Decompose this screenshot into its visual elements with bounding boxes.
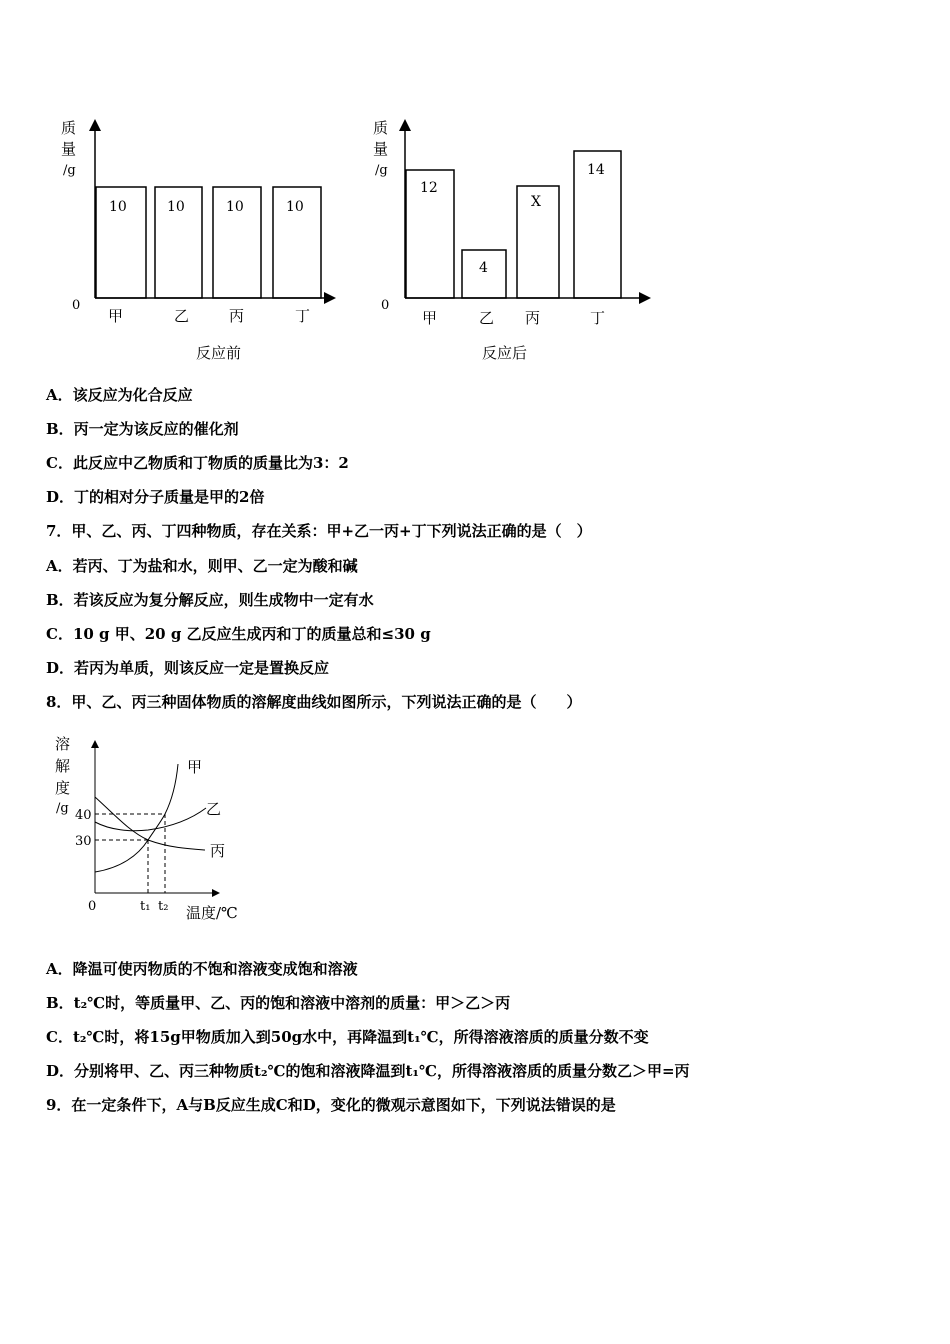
q8-stem: 8．甲、乙、丙三种固体物质的溶解度曲线如图所示，下列说法正确的是（ ）: [46, 693, 582, 711]
q7-stem: 7．甲、乙、丙、丁四种物质，存在关系：甲+乙一丙+丁下列说法正确的是（ ）: [46, 522, 592, 540]
y-label: /g: [375, 163, 388, 178]
curve-yi: [95, 808, 206, 831]
y-label: 质: [61, 119, 77, 137]
y-label: 溶: [55, 735, 71, 753]
q7-option-d: D．若丙为单质，则该反应一定是置换反应: [46, 659, 330, 677]
y-label: 度: [55, 779, 71, 797]
origin-label: 0: [381, 298, 390, 313]
q6-option-c: C．此反应中乙物质和丁物质的质量比为3：2: [46, 454, 349, 472]
bar-chart-after: [405, 122, 648, 298]
bar-label: 10: [109, 199, 127, 215]
bar-label: 10: [226, 199, 244, 215]
curve-label: 甲: [187, 758, 203, 776]
bar-label: 4: [479, 260, 488, 276]
q8-option-b: B．t₂℃时，等质量甲、乙、丙的饱和溶液中溶剂的质量：甲＞乙＞丙: [46, 994, 511, 1012]
q7-option-b: B．若该反应为复分解反应，则生成物中一定有水: [46, 591, 374, 609]
category-label: 丙: [229, 307, 245, 325]
bar-label: 12: [420, 180, 438, 196]
y-label: /g: [56, 801, 69, 816]
chart-title: 反应后: [482, 344, 528, 362]
y-tick: 40: [75, 808, 92, 823]
q8-option-c: C．t₂℃时，将15g甲物质加入到50g水中，再降温到t₁℃，所得溶液溶质的质量分数不变: [46, 1028, 649, 1046]
q8-option-d: D．分别将甲、乙、丙三种物质t₂℃的饱和溶液降温到t₁℃，所得溶液溶质的质量分数乙＞甲=丙: [46, 1062, 690, 1080]
category-label: 甲: [422, 309, 438, 327]
curve-label: 乙: [206, 800, 222, 818]
category-label: 乙: [479, 309, 495, 327]
category-label: 甲: [108, 307, 124, 325]
q7-option-a: A．若丙、丁为盐和水，则甲、乙一定为酸和碱: [46, 557, 358, 575]
bar-label: 10: [167, 199, 185, 215]
x-label: 温度/℃: [186, 904, 238, 922]
category-label: 丁: [590, 309, 606, 327]
chart-title: 反应前: [196, 344, 242, 362]
y-label: /g: [63, 163, 76, 178]
curve-bing: [95, 797, 205, 850]
q7-option-c: C．10 g 甲、20 g 乙反应生成丙和丁的质量总和≤30 g: [46, 625, 431, 643]
bar-label: X: [531, 194, 541, 210]
y-label: 解: [55, 757, 71, 775]
bar-label: 14: [587, 162, 605, 178]
q8-option-a: A．降温可使丙物质的不饱和溶液变成饱和溶液: [46, 960, 358, 978]
y-label: 量: [373, 140, 389, 158]
y-label: 质: [373, 119, 389, 137]
y-tick: 30: [75, 834, 92, 849]
bar-label: 10: [286, 199, 304, 215]
q6-option-d: D．丁的相对分子质量是甲的2倍: [46, 488, 265, 506]
curve-jia: [95, 764, 178, 872]
category-label: 丁: [295, 307, 311, 325]
category-label: 乙: [174, 307, 190, 325]
category-label: 丙: [525, 309, 541, 327]
origin-label: 0: [72, 298, 81, 313]
q9-stem: 9．在一定条件下，A与B反应生成C和D，变化的微观示意图如下，下列说法错误的是: [46, 1096, 616, 1114]
q6-option-a: A．该反应为化合反应: [46, 386, 193, 404]
origin-label: 0: [88, 899, 97, 914]
x-tick: t₁: [140, 899, 151, 914]
q6-option-b: B．丙一定为该反应的催化剂: [46, 420, 239, 438]
y-label: 量: [61, 140, 77, 158]
curve-label: 丙: [210, 842, 226, 860]
x-tick: t₂: [158, 899, 169, 914]
